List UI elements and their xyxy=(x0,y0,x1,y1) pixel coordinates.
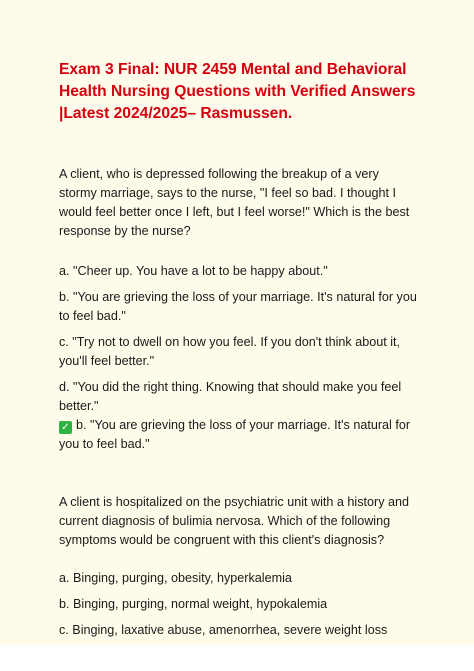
check-mark-icon: ✓ xyxy=(59,421,72,434)
question-1-option-c: c. "Try not to dwell on how you feel. If you don't think about it, you'll feel better." xyxy=(59,335,401,368)
question-1-stem: A client, who is depressed following the breakup of a very stormy marriage, says to the nurse, "I feel so bad. I thought I would feel better once I left, but I feel worse!" Which is the best response by the nurse? xyxy=(59,167,410,238)
question-1-answer-text: b. "You are grieving the loss of your marriage. It's natural for you to feel bad." xyxy=(59,418,411,451)
question-2-option-c: c. Binging, laxative abuse, amenorrhea, severe weight loss xyxy=(59,623,388,637)
question-1-option-a: a. "Cheer up. You have a lot to be happy about." xyxy=(59,264,328,278)
question-2-option-b: b. Binging, purging, normal weight, hypokalemia xyxy=(59,597,328,611)
question-1-option-d: d. "You did the right thing. Knowing that should make you feel better." xyxy=(59,380,402,413)
question-1-option-b: b. "You are grieving the loss of your marriage. It's natural for you to feel bad." xyxy=(59,290,417,323)
question-2-stem: A client is hospitalized on the psychiatric unit with a history and current diagnosis of bulimia nervosa. Which of the following symptoms would be congruent with this client's diagnosis? xyxy=(59,495,410,547)
document-title: Exam 3 Final: NUR 2459 Mental and Behavioral Health Nursing Questions with Verified Answers |Latest 2024/2025– Rasmussen. xyxy=(59,61,416,122)
question-2-option-a: a. Binging, purging, obesity, hyperkalemia xyxy=(59,571,292,585)
question-1-answer xyxy=(59,416,420,454)
